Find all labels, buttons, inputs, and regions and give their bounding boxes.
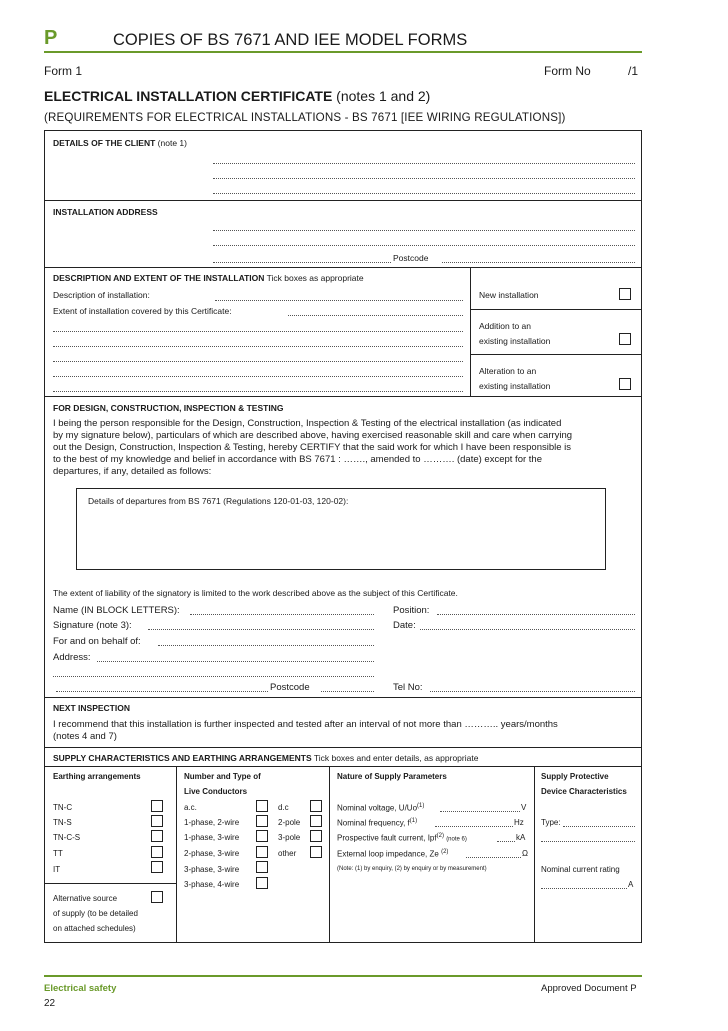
section-letter: P [44,27,58,49]
design-postcode-label: Postcode [270,682,310,693]
param-voltage-unit: V [521,803,527,812]
next-inspection-text-2: (notes 4 and 7) [53,731,117,742]
dc-other-label: other [278,849,297,858]
conductor-1p3w-label: 1-phase, 3-wire [184,833,240,842]
conductor-ac-checkbox[interactable] [256,800,268,812]
client-note: (note 1) [155,138,187,148]
protective-type-field-2[interactable] [541,841,635,842]
supply-col-divider-2 [329,766,330,943]
param-fault-sup: (2) [436,833,444,839]
protective-rating-field[interactable] [541,888,627,889]
date-field[interactable] [420,629,635,630]
design-para-5: departures, if any, detailed as follows: [53,466,212,477]
addition-checkbox[interactable] [619,333,631,345]
tel-field[interactable] [430,691,635,692]
earthing-tn-c-s-label: TN-C-S [53,833,81,842]
conductors-col-heading-2: Live Conductors [184,787,248,796]
extent-line-5[interactable] [53,391,463,392]
param-loop-unit: Ω [522,849,528,858]
param-loop-sup: (2) [441,849,449,855]
departures-label: Details of departures from BS 7671 (Regulations 120-01-03, 120-02): [88,496,349,506]
param-fault-text: Prospective fault current, Ipf [337,833,437,843]
install-line-3[interactable] [213,262,391,263]
install-line-1[interactable] [213,230,635,231]
param-voltage-sup: (1) [417,803,425,809]
position-label: Position: [393,605,430,616]
design-para-4: to the best of my knowledge and belief in accordance with BS 7671 : ……., amended to ………. (date) except for the [53,454,542,465]
conductor-1p2w-checkbox[interactable] [256,815,268,827]
certificate-title-notes: (notes 1 and 2) [332,88,431,104]
install-line-2[interactable] [213,245,635,246]
next-inspection-heading: NEXT INSPECTION [53,703,130,713]
conductor-3p3w-label: 3-phase, 3-wire [184,865,240,874]
client-heading [53,138,187,148]
params-col-heading: Nature of Supply Parameters [337,772,447,781]
supply-header-rule [44,766,642,767]
name-label: Name (IN BLOCK LETTERS): [53,605,180,616]
param-freq-label [337,818,417,828]
earthing-it-label: IT [53,865,61,874]
alt-source-rule [44,883,176,884]
description-field[interactable] [215,300,463,301]
addition-label-1: Addition to an [479,321,531,331]
client-label: DETAILS OF THE CLIENT [53,138,156,148]
protective-col-heading-1: Supply Protective [541,772,609,781]
page-number: 22 [44,998,56,1009]
supply-heading [53,753,478,763]
alt-source-label-3: on attached schedules) [53,924,136,933]
conductor-1p2w-label: 1-phase, 2-wire [184,818,240,827]
footer-section: Electrical safety [44,983,117,994]
design-heading: FOR DESIGN, CONSTRUCTION, INSPECTION & TESTING [53,403,284,413]
dc-3pole-checkbox[interactable] [310,830,322,842]
protective-col-heading-2: Device Characteristics [541,787,627,796]
date-label: Date: [393,620,416,631]
extent-label: Extent of installation covered by this Certificate: [53,306,232,316]
param-loop-label [337,849,448,859]
address-line-3[interactable] [56,691,268,692]
form-label: Form 1 [44,64,83,78]
install-postcode-label: Postcode [393,253,429,263]
dc-checkbox[interactable] [310,800,322,812]
param-freq-sup: (1) [409,818,418,824]
footer-rule [44,975,642,977]
description-label: Description of installation: [53,290,150,300]
alteration-label-2: existing installation [479,381,551,391]
dc-2pole-checkbox[interactable] [310,815,322,827]
description-option-rule-1 [470,309,642,310]
signature-field[interactable] [148,629,374,630]
design-para-1: I being the person responsible for the Design, Construction, Inspection & Testing of the electrical installation (as indicated [53,418,562,429]
earthing-tn-s-label: TN-S [53,818,72,827]
design-para-2: by my signature below), particulars of which are described above, having exercised reasonable skill and care when carrying [53,430,573,441]
param-voltage-text: Nominal voltage, U/Uo [337,803,418,813]
supply-heading-main: SUPPLY CHARACTERISTICS AND EARTHING ARRANGEMENTS [53,753,312,763]
certificate-subtitle: (REQUIREMENTS FOR ELECTRICAL INSTALLATIONS - BS 7671 [IEE WIRING REGULATIONS]) [44,111,566,124]
extent-field[interactable] [288,315,463,316]
protective-rating-label: Nominal current rating [541,865,620,874]
earthing-tn-c-checkbox[interactable] [151,800,163,812]
extent-line-2[interactable] [53,346,463,347]
param-freq-field[interactable] [435,826,513,827]
extent-line-1[interactable] [53,331,463,332]
earthing-it-checkbox[interactable] [151,861,163,873]
param-freq-unit: Hz [514,818,524,827]
conductor-ac-label: a.c. [184,803,197,812]
protective-rating-unit: A [628,880,634,889]
client-line-2[interactable] [213,178,635,179]
conductor-3p3w-checkbox[interactable] [256,861,268,873]
param-voltage-field[interactable] [440,811,520,812]
conductors-col-heading-1: Number and Type of [184,772,261,781]
alteration-label-1: Alteration to an [479,366,537,376]
alt-source-label-2: of supply (to be detailed [53,909,138,918]
client-line-1[interactable] [213,163,635,164]
earthing-tt-checkbox[interactable] [151,846,163,858]
param-note: (Note: (1) by enquiry, (2) by enquiry or by measurement) [337,866,487,872]
protective-type-label: Type: [541,818,561,827]
description-heading-note: Tick boxes as appropriate [264,273,364,283]
earthing-tn-c-s-checkbox[interactable] [151,830,163,842]
new-installation-label: New installation [479,290,539,300]
header-rule [44,51,642,53]
certificate-title [44,88,430,104]
conductor-3p4w-label: 3-phase, 4-wire [184,880,240,889]
supply-col-divider-1 [176,766,177,943]
footer-document: Approved Document P [541,983,637,994]
alt-source-label-1: Alternative source [53,894,118,903]
earthing-tn-s-checkbox[interactable] [151,815,163,827]
extent-line-3[interactable] [53,361,463,362]
conductor-1p3w-checkbox[interactable] [256,830,268,842]
supply-col-divider-3 [534,766,535,943]
name-field[interactable] [190,614,374,615]
design-postcode-field[interactable] [321,691,374,692]
earthing-tt-label: TT [53,849,63,858]
behalf-label: For and on behalf of: [53,636,141,647]
design-para-3: out the Design, Construction, Inspection & Testing, hereby CERTIFY that the said work for which I have been responsible is [53,442,572,453]
description-option-rule-2 [470,354,642,355]
description-section [44,267,642,397]
protective-type-field[interactable] [563,826,635,827]
new-installation-checkbox[interactable] [619,288,631,300]
dc-label: d.c [278,803,289,812]
supply-heading-note: Tick boxes and enter details, as appropriate [311,753,479,763]
behalf-field[interactable] [158,645,374,646]
client-line-3[interactable] [213,193,635,194]
dc-2pole-label: 2-pole [278,818,301,827]
dc-other-checkbox[interactable] [310,846,322,858]
certificate-title-main: ELECTRICAL INSTALLATION CERTIFICATE [44,88,333,104]
param-loop-field[interactable] [466,857,521,858]
conductor-2p3w-label: 2-phase, 3-wire [184,849,240,858]
form-no-value: /1 [628,64,639,78]
address-line-2[interactable] [53,676,374,677]
conductor-3p4w-checkbox[interactable] [256,877,268,889]
alt-source-checkbox[interactable] [151,891,163,903]
param-loop-text: External loop impedance, Ze [337,849,439,859]
description-divider [470,267,471,397]
address-label: Address: [53,652,91,663]
dc-3pole-label: 3-pole [278,833,301,842]
addition-label-2: existing installation [479,336,551,346]
earthing-tn-c-label: TN-C [53,803,73,812]
tel-label: Tel No: [393,682,423,693]
alteration-checkbox[interactable] [619,378,631,390]
address-field[interactable] [97,661,374,662]
form-no-label: Form No [544,64,591,78]
param-voltage-label [337,803,424,813]
next-inspection-text-1: I recommend that this installation is further inspected and tested after an interval of not more than ……….. years/months [53,719,558,730]
param-fault-label [337,833,467,843]
liability-text: The extent of liability of the signatory is limited to the work described above as the subject of this Certificate. [53,588,458,598]
param-fault-note: (note 6) [446,836,467,843]
description-heading [53,273,364,283]
earthing-col-heading: Earthing arrangements [53,772,141,781]
installation-label: INSTALLATION ADDRESS [53,207,158,217]
position-field[interactable] [437,614,635,615]
conductor-2p3w-checkbox[interactable] [256,846,268,858]
extent-line-4[interactable] [53,376,463,377]
page-title: COPIES OF BS 7671 AND IEE MODEL FORMS [113,31,468,49]
signature-label: Signature (note 3): [53,620,132,631]
param-freq-text: Nominal frequency, f [337,818,410,828]
install-postcode-field[interactable] [442,262,635,263]
param-fault-unit: kA [516,833,526,842]
description-heading-main: DESCRIPTION AND EXTENT OF THE INSTALLATION [53,273,265,283]
param-fault-field[interactable] [497,841,515,842]
